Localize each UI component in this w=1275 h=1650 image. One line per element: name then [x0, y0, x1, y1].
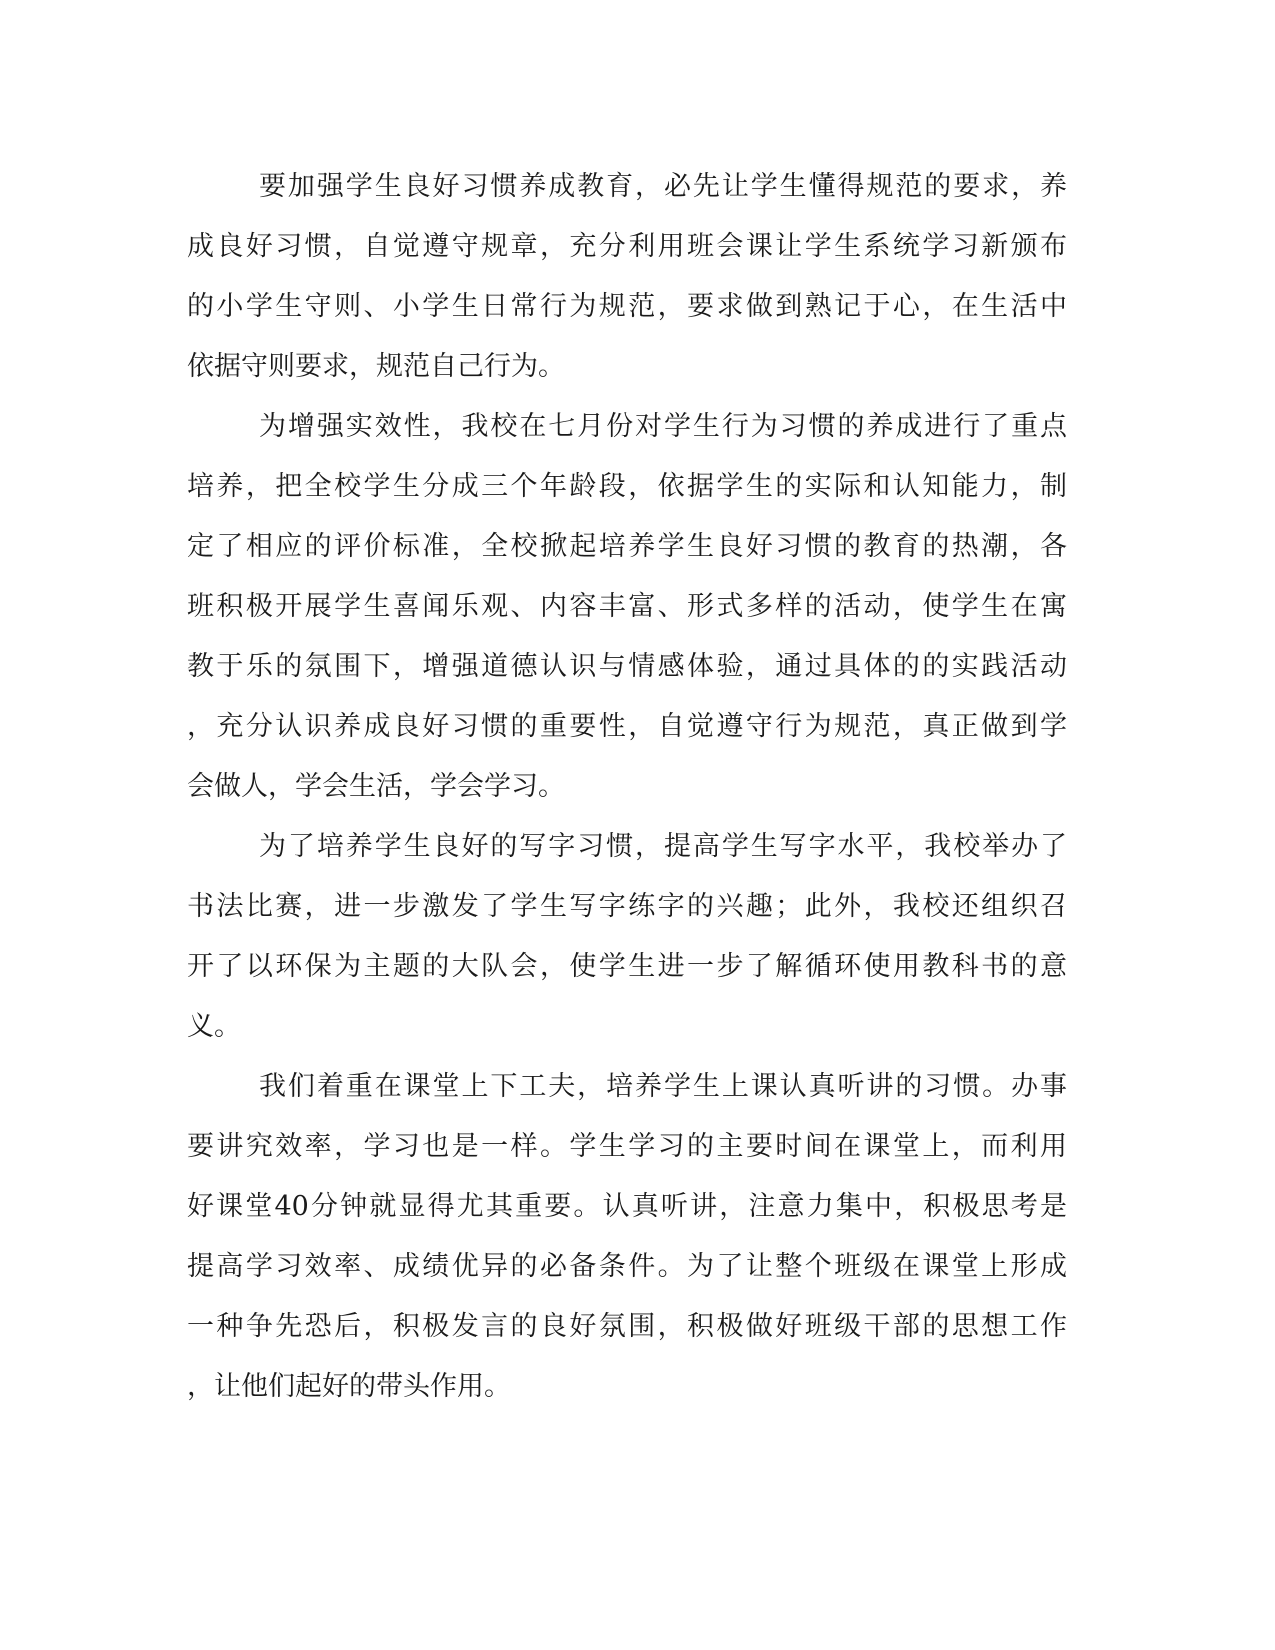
text-line: 培养，把全校学生分成三个年龄段，依据学生的实际和认知能力，制 — [187, 471, 1067, 502]
text-line: 要讲究效率，学习也是一样。学生学习的主要时间在课堂上，而利用 — [187, 1131, 1067, 1162]
text-line: 要加强学生良好习惯养成教育，必先让学生懂得规范的要求，养 — [259, 171, 1067, 202]
text-line: 义。 — [187, 1011, 241, 1042]
document-body — [187, 157, 1067, 1417]
text-line: 教于乐的氛围下，增强道德认识与情感体验，通过具体的的实践活动 — [187, 651, 1067, 682]
text-line: 开了以环保为主题的大队会，使学生进一步了解循环使用教科书的意 — [187, 951, 1067, 982]
text-line: 一种争先恐后，积极发言的良好氛围，积极做好班级干部的思想工作 — [187, 1311, 1067, 1342]
text-line: 成良好习惯，自觉遵守规章，充分利用班会课让学生系统学习新颁布 — [187, 231, 1067, 262]
text-line: 定了相应的评价标准，全校掀起培养学生良好习惯的教育的热潮，各 — [187, 531, 1067, 562]
text-line: 为了培养学生良好的写字习惯，提高学生写字水平，我校举办了 — [259, 831, 1067, 862]
paragraph — [187, 397, 1067, 817]
paragraph — [187, 817, 1067, 1057]
text-line: 会做人，学会生活，学会学习。 — [187, 771, 565, 802]
text-line: 书法比赛，进一步激发了学生写字练字的兴趣；此外，我校还组织召 — [187, 891, 1067, 922]
text-line: 班积极开展学生喜闻乐观、内容丰富、形式多样的活动，使学生在寓 — [187, 591, 1067, 622]
text-line: 提高学习效率、成绩优异的必备条件。为了让整个班级在课堂上形成 — [187, 1251, 1067, 1282]
paragraph — [187, 1057, 1067, 1417]
text-line: 的小学生守则、小学生日常行为规范，要求做到熟记于心，在生活中 — [187, 291, 1067, 322]
paragraph — [187, 157, 1067, 397]
text-line: 为增强实效性，我校在七月份对学生行为习惯的养成进行了重点 — [259, 411, 1067, 442]
text-line: 我们着重在课堂上下工夫，培养学生上课认真听讲的习惯。办事 — [259, 1071, 1067, 1102]
text-line: ，让他们起好的带头作用。 — [187, 1371, 511, 1402]
text-line: 好课堂40分钟就显得尤其重要。认真听讲，注意力集中，积极思考是 — [187, 1191, 1067, 1222]
text-line: 依据守则要求，规范自己行为。 — [187, 351, 565, 382]
text-line: ，充分认识养成良好习惯的重要性，自觉遵守行为规范，真正做到学 — [187, 711, 1067, 742]
